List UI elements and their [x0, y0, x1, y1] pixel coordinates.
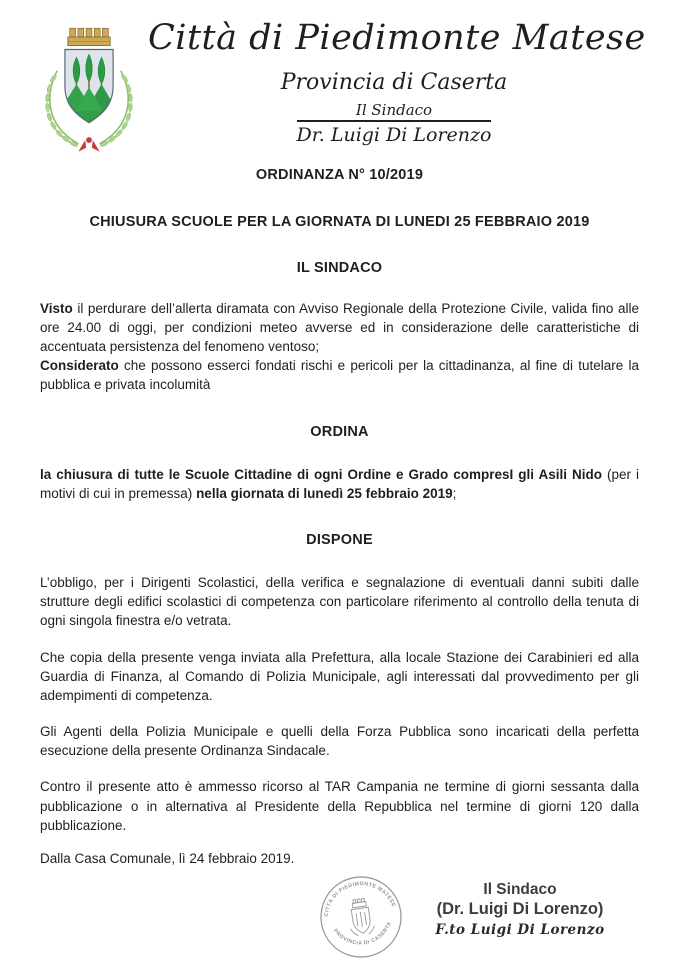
- coat-of-arms-icon: [36, 16, 142, 162]
- mayor-title: Il Sindaco: [297, 101, 492, 122]
- order-bold-main: la chiusura di tutte le Scuole Cittadine di ogni Ordine e Grado compresI gli Asili Nido: [40, 466, 602, 482]
- svg-text:CITTÀ DI PIEDIMONTE MATESE: [320, 876, 397, 917]
- signature-title: Il Sindaco: [483, 880, 557, 898]
- order-bold-date: nella giornata di lunedì 25 febbraio 2019: [196, 485, 453, 501]
- svg-text:PROVINCIA DI CASERTA: [332, 920, 396, 950]
- order-paragraph: [40, 465, 639, 503]
- document-body: [0, 166, 679, 960]
- considerato-paragraph: [40, 356, 639, 394]
- dispone-paragraph-2: Che copia della presente venga inviata alla Prefettura, alla locale Stazione dei Carabinieri ed alla Guardia di Finanza, al Comando di Polizia Municipale, agli interessati dal provvedimento per gli adempimenti di competenza.: [40, 649, 639, 703]
- considerato-lead: Considerato: [40, 358, 119, 374]
- preamble-section: [40, 299, 639, 395]
- mayor-block: [297, 101, 492, 147]
- dispone-paragraph-1: L’obbligo, per i Dirigenti Scolastici, della verifica e segnalazione di eventuali danni subiti dalle strutture degli edifici scolastici di competenza con particolare riferimento al controllo della tenuta di ogni singola finestra e/o vetrata.: [40, 575, 639, 629]
- ordinance-number-heading: ORDINANZA N° 10/2019: [255, 167, 424, 184]
- signature-signed: F.to Luigi Di Lorenzo: [435, 921, 605, 938]
- signature-block: [410, 880, 630, 938]
- visto-text: il perdurare dell’allerta diramata con Avviso Regionale della Protezione Civile, valida fino alle ore 24.00 di oggi, per condizioni meteo avverse ed in considerazione delle caratteristiche di accentuata persistenza del fenomeno ventoso;: [40, 300, 639, 355]
- document-header: [0, 0, 679, 146]
- signature-name: (Dr. Luigi Di Lorenzo): [436, 900, 604, 919]
- dispone-heading: DISPONE: [306, 532, 373, 549]
- considerato-text: che possono esserci fondati rischi e pericoli per la cittadinanza, al fine di tutelare la pubblica e privata incolumità: [40, 358, 639, 393]
- ordina-heading: ORDINA: [310, 423, 369, 440]
- city-title: Città di Piedimonte Matese: [148, 18, 646, 58]
- dispone-paragraph-4: Contro il presente atto è ammesso ricorso al TAR Campania ne termine di giorni sessanta dalla pubblicazione o in alternativa al Presidente della Repubblica nel termine di giorni 120 dalla pubblicazione.: [40, 779, 639, 833]
- stamp-top-text: CITTÀ DI PIEDIMONTE MATESE: [323, 881, 397, 917]
- place-and-date: Dalla Casa Comunale, lì 24 febbraio 2019.: [40, 850, 295, 866]
- visto-lead: Visto: [40, 300, 73, 316]
- order-normal-mid: (per i motivi di cui in premessa): [40, 466, 639, 501]
- mayor-name: Dr. Luigi Di Lorenzo: [296, 123, 492, 146]
- header-titles: [148, 0, 646, 146]
- municipal-stamp-icon: [318, 874, 404, 960]
- stamp-bottom-text: PROVINCIA DI CASERTA: [331, 920, 393, 947]
- order-tail: ;: [452, 485, 457, 501]
- province-title: Provincia di Caserta: [280, 70, 508, 96]
- visto-paragraph: [40, 299, 639, 356]
- dispone-paragraph-3: Gli Agenti della Polizia Municipale e quelli della Forza Pubblica sono incaricati della perfetta esecuzione della presente Ordinanza Sindacale.: [40, 724, 639, 759]
- authority-heading: IL SINDACO: [296, 259, 383, 276]
- signature-area: [40, 866, 639, 960]
- subject-heading: CHIUSURA SCUOLE PER LA GIORNATA DI LUNEDI 25 FEBBRAIO 2019: [89, 213, 590, 230]
